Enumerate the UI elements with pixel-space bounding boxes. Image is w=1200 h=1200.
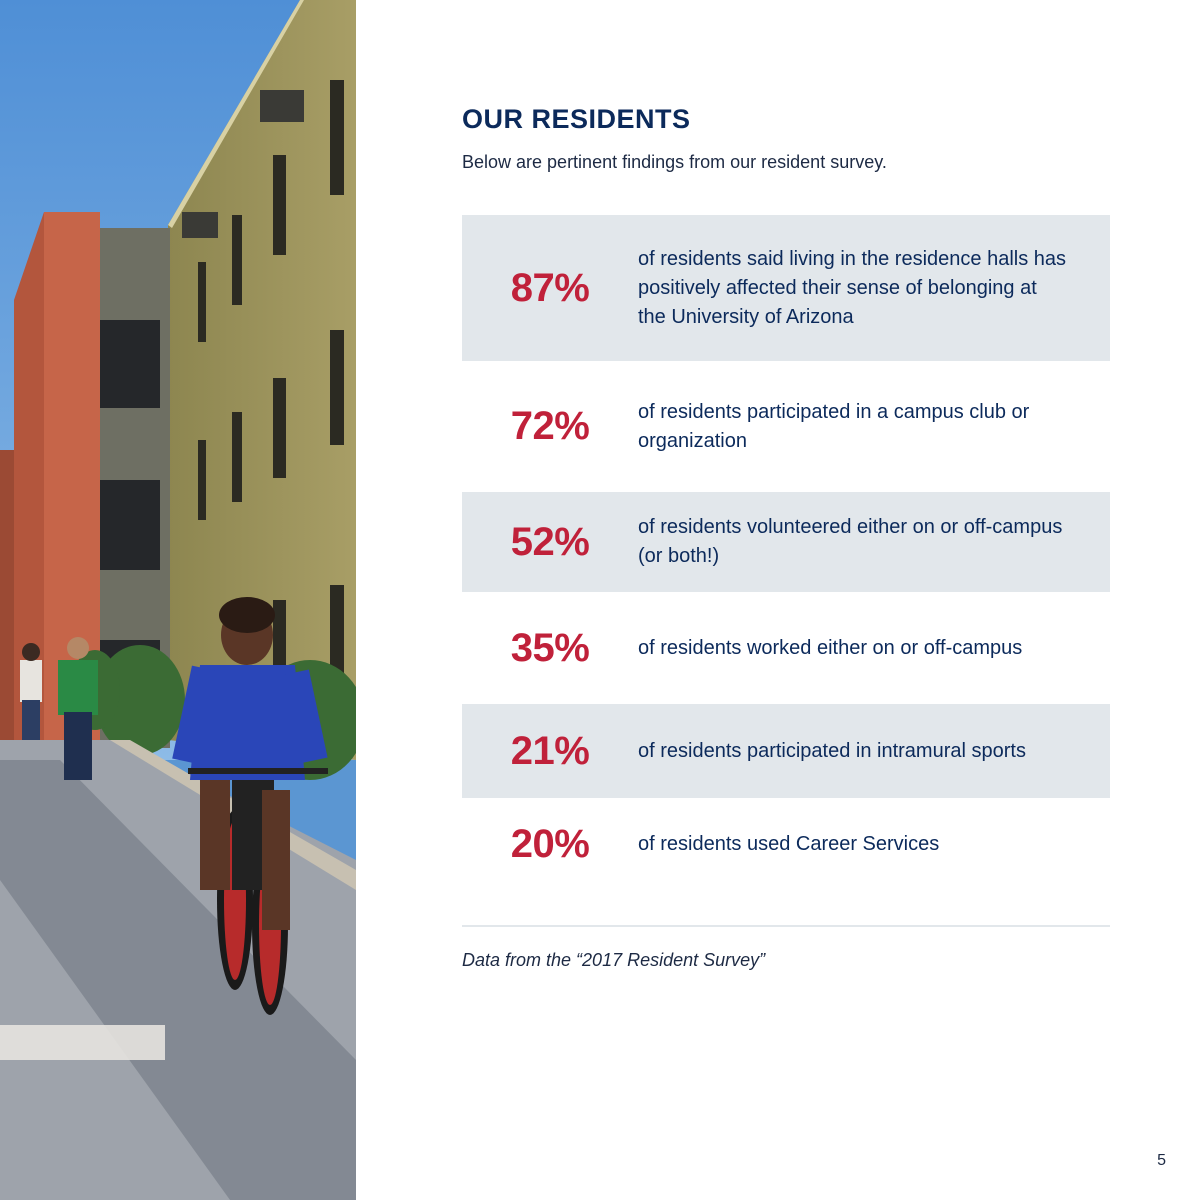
page-subtitle: Below are pertinent findings from our resident survey. (462, 152, 887, 172)
stat-row (462, 215, 1110, 361)
stat-row (462, 361, 1110, 492)
stat-description: of residents volunteered either on or off-campus (or both!) (638, 516, 1063, 567)
stat-description: of residents worked either on or off-campus (638, 636, 1023, 659)
stat-percent: 20% (510, 821, 590, 866)
page-title: OUR RESIDENTS (462, 104, 691, 134)
stat-percent: 52% (510, 519, 590, 564)
divider (462, 925, 1110, 927)
stat-row (462, 492, 1110, 592)
stat-description: of residents used Career Services (638, 832, 940, 855)
stat-percent: 72% (510, 404, 590, 448)
campus-photo (0, 0, 356, 1200)
stat-row (462, 592, 1110, 704)
stat-description: of residents participated in intramural sports (638, 739, 1026, 762)
source-note: Data from the “2017 Resident Survey” (462, 950, 766, 970)
page-number: 5 (1157, 1152, 1166, 1169)
stat-percent: 87% (510, 265, 590, 310)
stat-percent: 21% (510, 728, 590, 773)
stat-description: of residents said living in the residence halls has positively affected their sense of belonging at the University of Arizona (638, 247, 1067, 328)
stat-percent: 35% (510, 625, 590, 670)
stat-description: of residents participated in a campus club or organization (638, 400, 1030, 452)
stat-row (462, 798, 1110, 890)
stat-row (462, 704, 1110, 798)
